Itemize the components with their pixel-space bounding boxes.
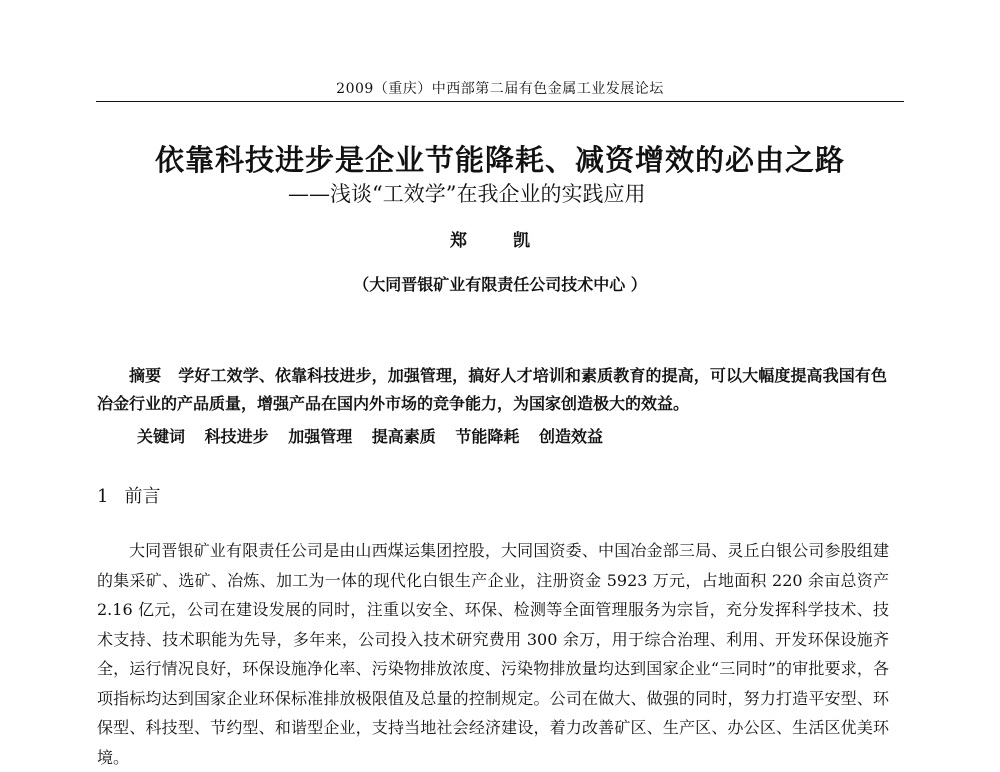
running-header: 2009（重庆）中西部第二届有色金属工业发展论坛 [336,81,664,97]
abstract [97,362,887,418]
abstract-text: 学好工效学、依靠科技进步，加强管理，搞好人才培训和素质教育的提高，可以大幅度提高我国有色冶金行业的产品质量，增强产品在国内外市场的竞争能力，为国家创造极大的效益。 [97,366,887,413]
keywords-label: 关键词 [137,427,186,446]
abstract-label: 摘要 [129,366,162,385]
section-title: 前言 [124,486,161,507]
keyword: 提高素质 [371,427,436,446]
author-affiliation: （大同晋银矿业有限责任公司技术中心 ） [353,275,647,294]
keyword: 科技进步 [204,427,269,446]
keyword: 加强管理 [288,427,353,446]
keyword: 节能降耗 [455,427,520,446]
author-name: 郑 凯 [450,231,550,251]
keyword: 创造效益 [538,427,603,446]
paper-subtitle: ——浅谈“工效学”在我企业的实践应用 [288,182,646,206]
paper-title: 依靠科技进步是企业节能降耗、减资增效的必由之路 [154,143,845,177]
keywords [137,424,897,447]
header-rule [96,101,904,102]
section-heading [97,482,160,508]
body-paragraph: 大同晋银矿业有限责任公司是由山西煤运集团控股，大同国资委、中国冶金部三局、灵丘白银公司参股组建的集采矿、选矿、冶炼、加工为一体的现代化白银生产企业，注册资金 5923 万元，占地面积 220 余亩总资产 2.16 亿元，公司在建设发展的同时，注重以安全、环保、检测等全面管理服务为宗旨，充分发挥科学技术、技术支持、技术职能为先导，多年来，公司投入技术研究费用 300 余万，用于综合治理、利用、开发环保设施齐全，运行情况良好，环保设施净化率、污染物排放浓度、污染物排放量均达到国家企业“三同时”的审批要求，各项指标均达到国家企业环保标准排放极限值及总量的控制规定。公司在做大、做强的同时，努力打造平安型、环保型、科技型、节约型、和谐型企业，支持当地社会经济建设，着力改善矿区、生产区、办公区、生活区优美环境。 [97,541,889,767]
section-number: 1 [97,486,109,507]
